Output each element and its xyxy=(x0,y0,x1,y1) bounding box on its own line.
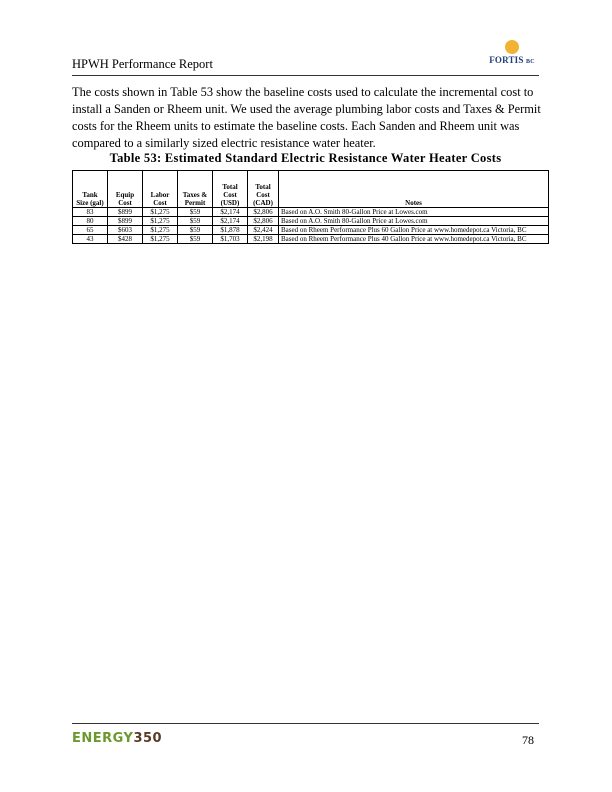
fortis-sun-icon xyxy=(505,40,519,54)
header-line: (USD) xyxy=(220,199,240,207)
column-header xyxy=(178,171,213,208)
header-line: Taxes & xyxy=(182,191,208,199)
table-cell: $59 xyxy=(178,235,213,244)
table-cell: $603 xyxy=(108,226,143,235)
header-line: Permit xyxy=(184,199,206,207)
column-header xyxy=(108,171,143,208)
fortisbc-logo: FORTIS BC xyxy=(484,40,540,65)
column-header xyxy=(279,171,549,208)
table-cell: $1,703 xyxy=(213,235,248,244)
table-cell: $1,275 xyxy=(143,208,178,217)
report-title: HPWH Performance Report xyxy=(72,57,213,71)
header-line: Total xyxy=(255,183,271,191)
table-cell: $1,878 xyxy=(213,226,248,235)
table-cell: Based on Rheem Performance Plus 60 Gallon Price at www.homedepot.ca Victoria, BC xyxy=(279,226,549,235)
table-row xyxy=(73,235,549,244)
table-cell: $899 xyxy=(108,217,143,226)
column-header xyxy=(143,171,178,208)
header-divider xyxy=(72,75,539,76)
table-cell: Based on A.O. Smith 80-Gallon Price at Lowes.com xyxy=(279,217,549,226)
column-header xyxy=(248,171,279,208)
table-cell: 43 xyxy=(73,235,108,244)
table-cell: $2,174 xyxy=(213,217,248,226)
table-cell: 65 xyxy=(73,226,108,235)
table-cell: $1,275 xyxy=(143,226,178,235)
table-cell: $1,275 xyxy=(143,217,178,226)
table-cell: Based on A.O. Smith 80-Gallon Price at Lowes.com xyxy=(279,208,549,217)
table-row xyxy=(73,208,549,217)
header-line: Cost xyxy=(153,199,167,207)
footer-divider xyxy=(72,723,539,724)
table-cell: $2,198 xyxy=(248,235,279,244)
header-line: Size (gal) xyxy=(76,199,104,207)
table-cell: Based on Rheem Performance Plus 40 Gallon Price at www.homedepot.ca Victoria, BC xyxy=(279,235,549,244)
cost-table xyxy=(72,170,549,244)
header-line: Cost xyxy=(223,191,237,199)
table-cell: 80 xyxy=(73,217,108,226)
page-number: 78 xyxy=(522,733,534,747)
table-cell: $59 xyxy=(178,217,213,226)
header-line: (CAD) xyxy=(253,199,273,207)
table-cell: 83 xyxy=(73,208,108,217)
table-cell: $59 xyxy=(178,226,213,235)
header-line: Cost xyxy=(118,199,132,207)
table-cell: $2,806 xyxy=(248,208,279,217)
header-line: Notes xyxy=(405,199,422,207)
header-line: Total xyxy=(222,183,238,191)
table-cell: $2,424 xyxy=(248,226,279,235)
table-caption: Table 53: Estimated Standard Electric Resistance Water Heater Costs xyxy=(109,151,502,165)
body-paragraph: The costs shown in Table 53 show the baseline costs used to calculate the incremental cost to install a Sanden or Rheem unit. We used the average plumbing labor costs and Taxes & Permit costs for the Rheem units to estimate the baseline costs. Each Sanden and Rheem unit was compared to a similarly sized electric resistance water heater. xyxy=(72,85,541,150)
table-cell: $899 xyxy=(108,208,143,217)
table-row xyxy=(73,226,549,235)
header-line: Labor xyxy=(150,191,170,199)
table-cell: $2,174 xyxy=(213,208,248,217)
table-row xyxy=(73,217,549,226)
table-cell: $1,275 xyxy=(143,235,178,244)
table-cell: $428 xyxy=(108,235,143,244)
column-header xyxy=(213,171,248,208)
header-line: Equip xyxy=(115,191,135,199)
energy350-logo: ENERGY350 xyxy=(72,731,163,746)
table-cell: $2,806 xyxy=(248,217,279,226)
column-header xyxy=(73,171,108,208)
header-line: Cost xyxy=(256,191,270,199)
table-cell: $59 xyxy=(178,208,213,217)
header-line: Tank xyxy=(82,191,98,199)
